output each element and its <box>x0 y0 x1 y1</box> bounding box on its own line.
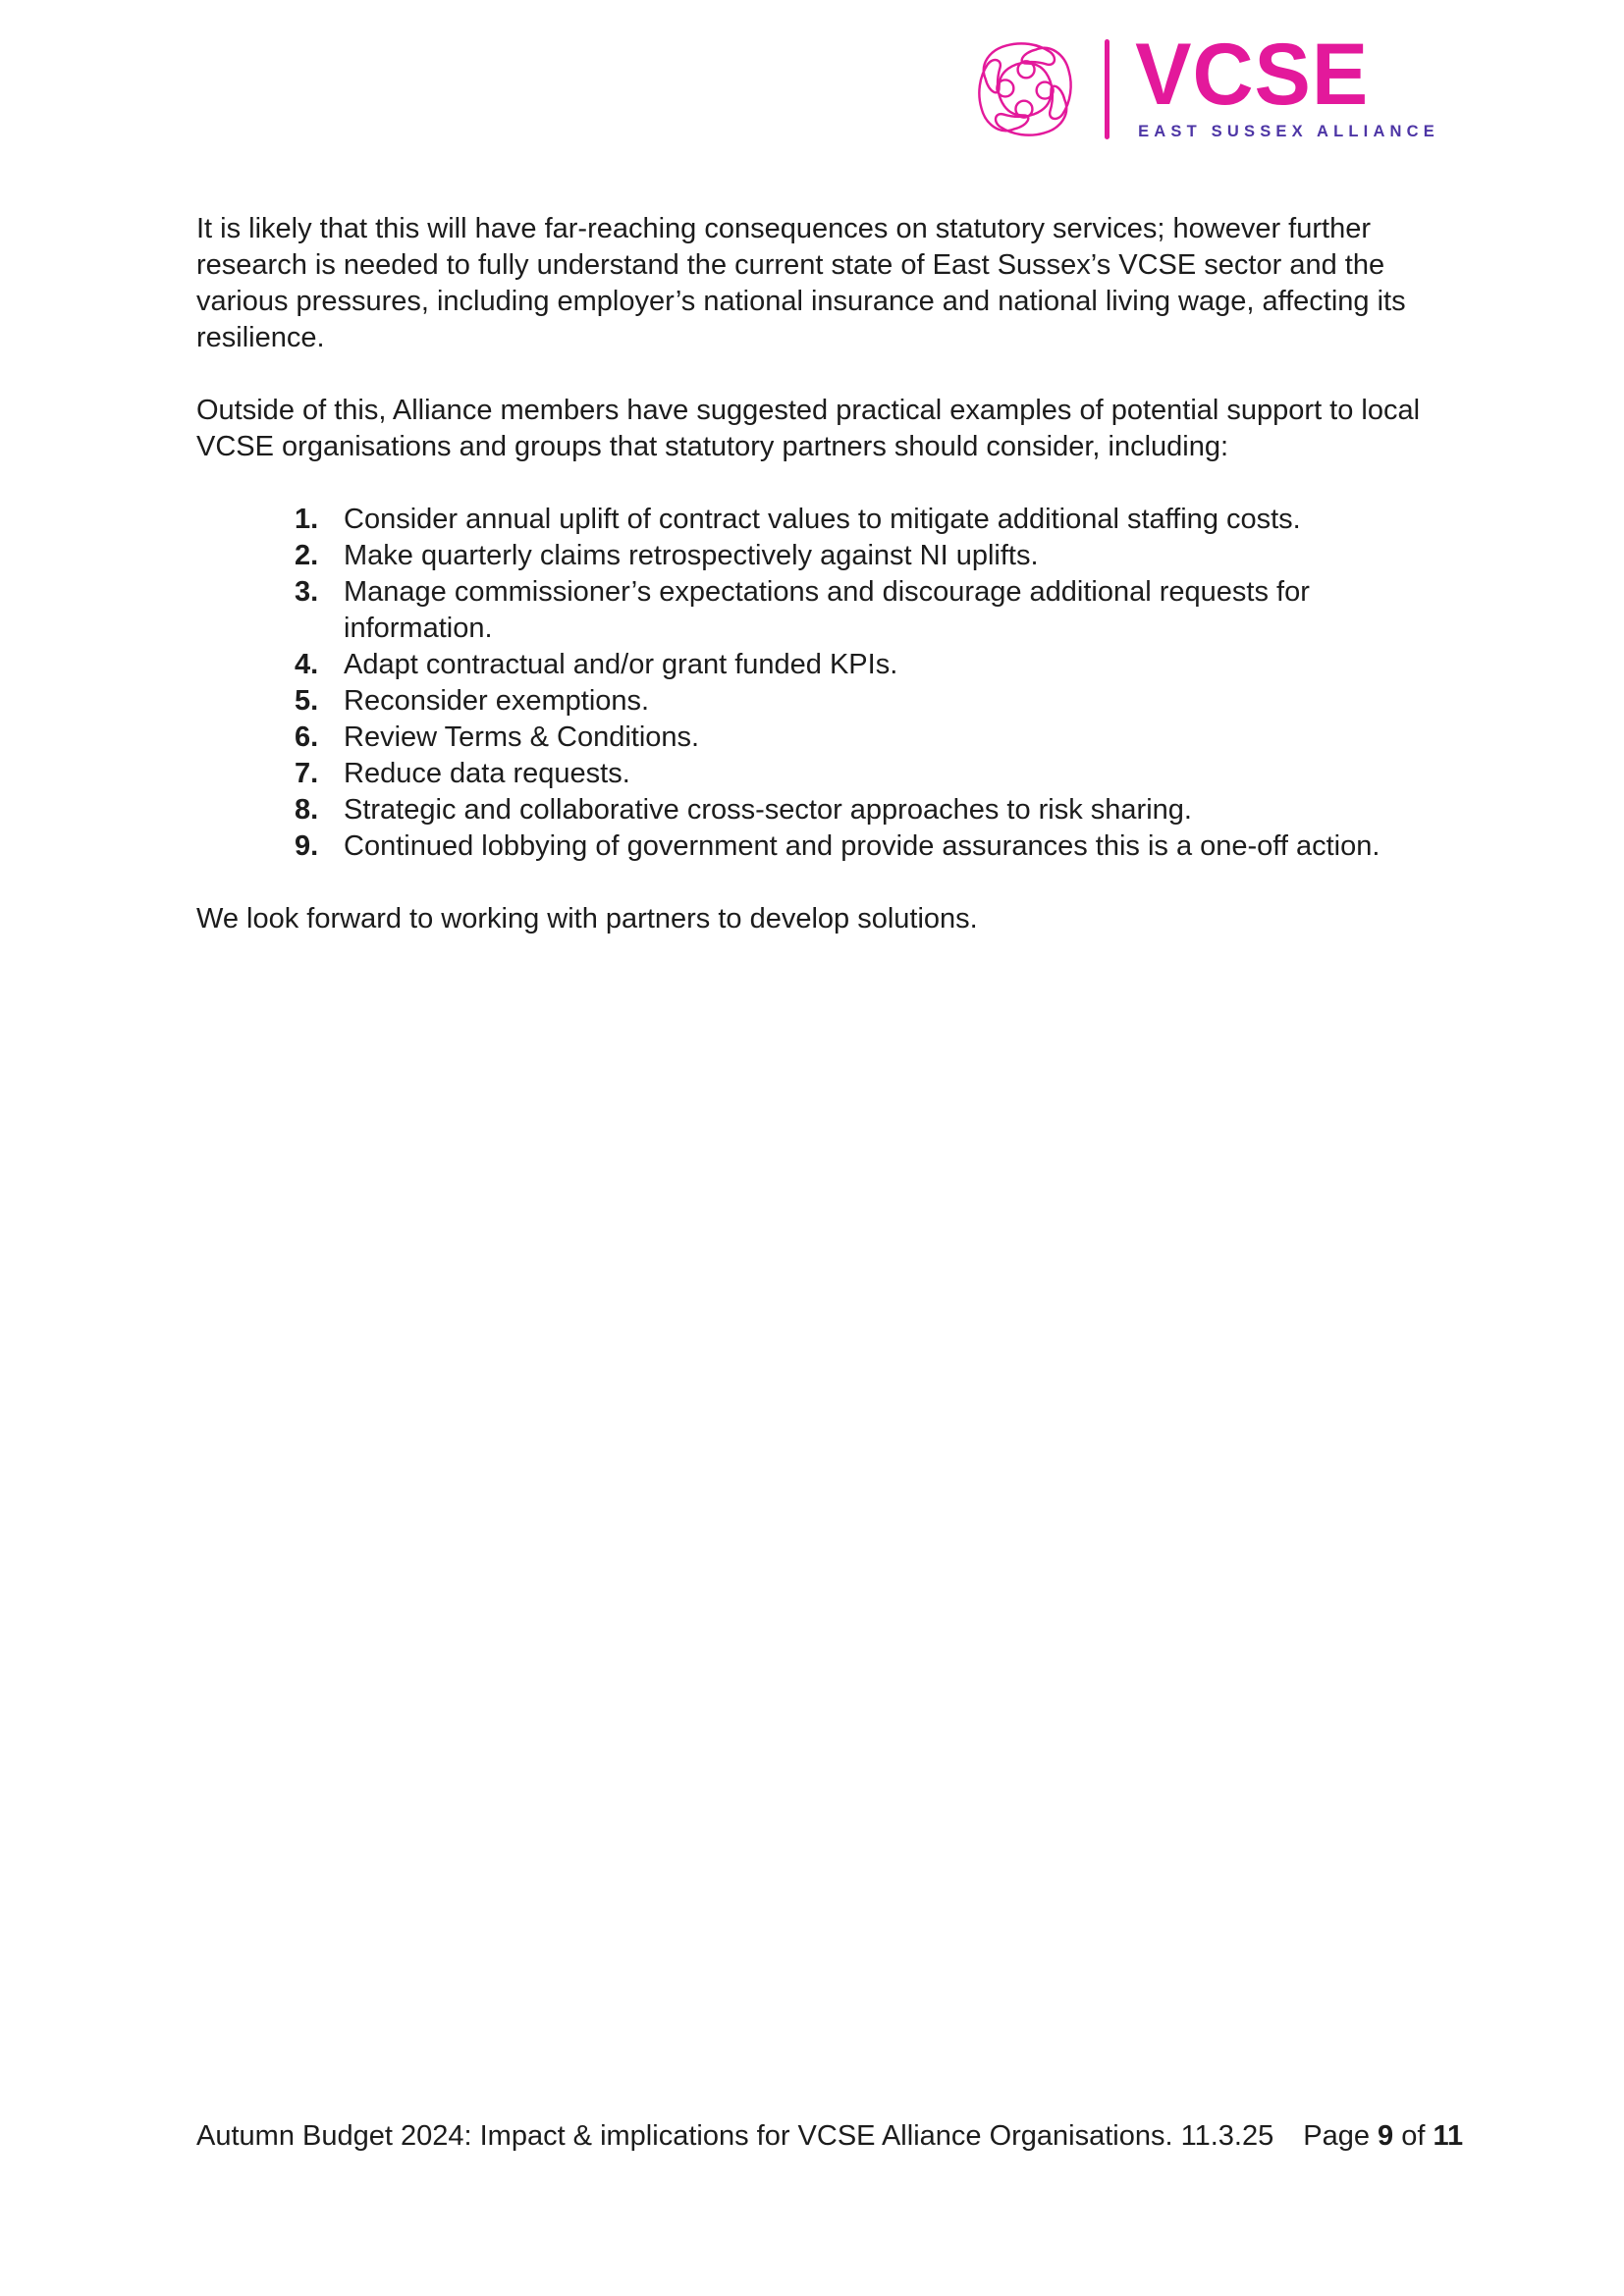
list-item-text: Review Terms & Conditions. <box>344 721 700 753</box>
footer <box>196 2118 1464 2155</box>
list-item-text: Manage commissioner’s expectations and discourage additional requests for information. <box>344 576 1310 644</box>
footer-title: Autumn Budget 2024: Impact & implications for VCSE Alliance Organisations. 11.3.25 <box>196 2120 1274 2152</box>
list-item-number: 2. <box>295 540 319 571</box>
footer-page-label: Page <box>1303 2120 1370 2152</box>
logo-tagline: EAST SUSSEX ALLIANCE <box>1138 122 1439 140</box>
list-item-text: Make quarterly claims retrospectively against NI uplifts. <box>344 540 1039 571</box>
list-item-text: Reduce data requests. <box>344 758 630 789</box>
suggestions-list <box>196 502 1451 865</box>
list-item-text: Reconsider exemptions. <box>344 685 650 717</box>
list-item <box>295 720 1451 756</box>
list-item <box>295 538 1451 574</box>
list-item <box>295 502 1451 538</box>
list-item-number: 7. <box>295 758 319 789</box>
list-item-number: 6. <box>295 721 319 753</box>
list-item <box>295 683 1451 720</box>
list-item <box>295 756 1451 792</box>
list-item <box>295 792 1451 828</box>
list-item-number: 8. <box>295 794 319 826</box>
list-item-text: Consider annual uplift of contract values to mitigate additional staffing costs. <box>344 504 1301 535</box>
list-item-text: Strategic and collaborative cross-sector approaches to risk sharing. <box>344 794 1192 826</box>
list-item <box>295 647 1451 683</box>
people-circle-icon <box>973 37 1077 141</box>
list-item <box>295 828 1451 865</box>
list-item <box>295 574 1451 647</box>
logo-wordmark: VCSE <box>1135 26 1370 125</box>
closing-paragraph: We look forward to working with partners to develop solutions. <box>196 903 978 934</box>
page-number: 9 <box>1378 2120 1394 2152</box>
paragraph-support-intro: Outside of this, Alliance members have suggested practical examples of potential support to local VCSE organisations and groups that statutory partners should consider, including: <box>196 395 1421 462</box>
logo-divider <box>1105 39 1110 139</box>
list-item-number: 4. <box>295 649 319 680</box>
footer-of-label: of <box>1401 2120 1426 2152</box>
list-item-number: 3. <box>295 576 319 608</box>
list-item-text: Continued lobbying of government and provide assurances this is a one-off action. <box>344 830 1380 862</box>
footer-page-indicator <box>1303 2120 1463 2152</box>
logo <box>973 26 1439 141</box>
logo-text-block <box>1135 26 1439 140</box>
paragraph-consequences: It is likely that this will have far-reaching consequences on statutory services; however further research is needed to fully understand the current state of East Sussex’s VCSE sector and the various pressures, including employer’s national insurance and national living wage, affecting its resilience. <box>196 213 1406 353</box>
page-total: 11 <box>1433 2120 1464 2152</box>
list-item-number: 1. <box>295 504 319 535</box>
list-item-number: 9. <box>295 830 319 862</box>
list-item-number: 5. <box>295 685 319 717</box>
document-body <box>196 211 1451 937</box>
list-item-text: Adapt contractual and/or grant funded KPIs. <box>344 649 898 680</box>
